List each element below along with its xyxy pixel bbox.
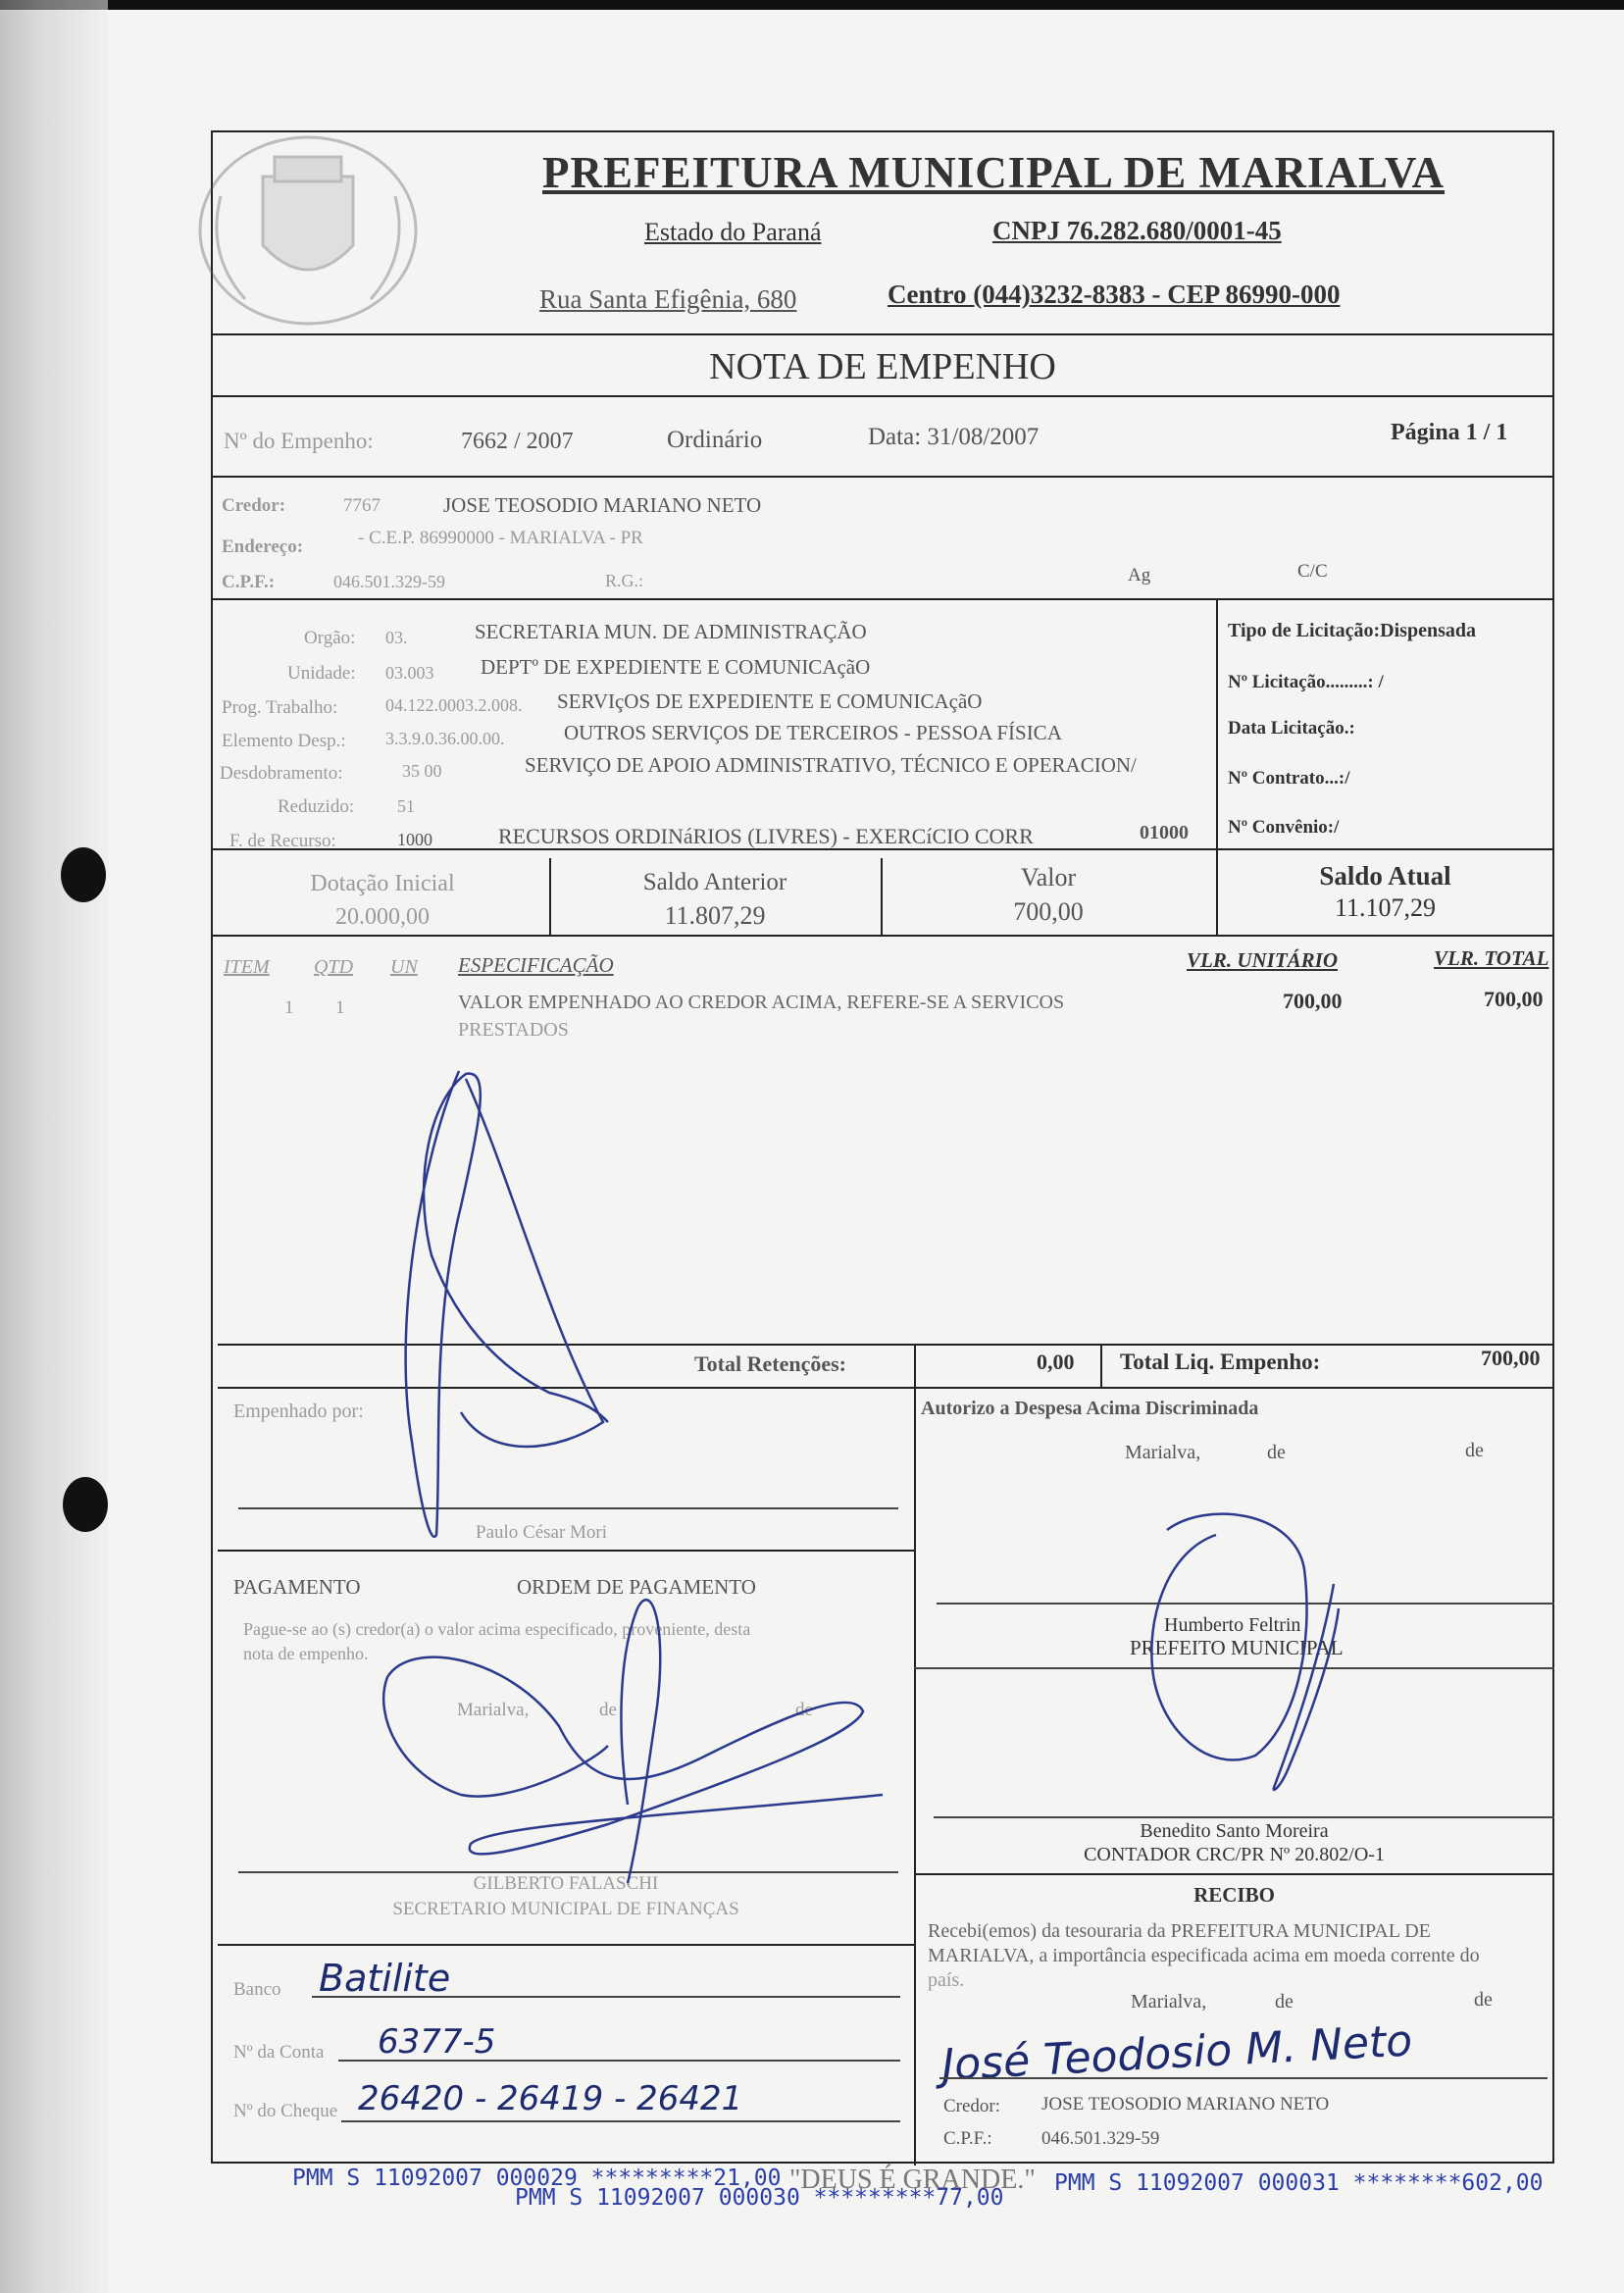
credor-signature: José Teodosio M. Neto bbox=[939, 2015, 1414, 2091]
conta-value: 6377-5 bbox=[378, 2022, 496, 2062]
address-label: Endereço: bbox=[222, 536, 304, 557]
recurso-code: 1000 bbox=[397, 830, 432, 849]
saldo-atual-value: 11.107,29 bbox=[1334, 893, 1437, 922]
orgao-name: SECRETARIA MUN. DE ADMINISTRAÇÃO bbox=[475, 620, 867, 643]
credor-code: 7767 bbox=[343, 495, 381, 516]
unidade-name: DEPTº DE EXPEDIENTE E COMUNICAçãO bbox=[481, 655, 871, 679]
autorizo-de: de bbox=[1267, 1442, 1286, 1463]
secretario-title: SECRETARIO MUNICIPAL DE FINANÇAS bbox=[392, 1899, 739, 1919]
recurso-number: 01000 bbox=[1140, 822, 1189, 843]
cpf-label: C.P.F.: bbox=[222, 572, 276, 592]
secretario-name: GILBERTO FALASCHI bbox=[473, 1873, 659, 1894]
payment-stamp-2: PMM S 11092007 000030 *********77,00 bbox=[515, 2185, 1004, 2211]
desdob-name: SERVIÇO DE APOIO ADMINISTRATIVO, TÉCNICO E OPERACION/ bbox=[525, 753, 1137, 777]
orgao-code: 03. bbox=[385, 628, 408, 647]
item-description: VALOR EMPENHADO AO CREDOR ACIMA, REFERE-SE A SERVICOS bbox=[458, 992, 1065, 1013]
empenho-number-label: Nº do Empenho: bbox=[224, 429, 374, 453]
col-item: ITEM bbox=[224, 956, 270, 978]
elemento-name: OUTROS SERVIÇOS DE TERCEIROS - PESSOA FÍSICA bbox=[564, 721, 1062, 744]
col-valor-total: VLR. TOTAL bbox=[1434, 946, 1549, 970]
recibo-text-3: país. bbox=[928, 1969, 965, 1991]
recibo-de: de bbox=[1275, 1991, 1294, 2013]
valor-label: Valor bbox=[1020, 863, 1077, 892]
saldo-anterior-label: Saldo Anterior bbox=[642, 869, 787, 895]
autorizo-de-2: de bbox=[1465, 1440, 1484, 1461]
elemento-code: 3.3.9.0.36.00.00. bbox=[385, 729, 505, 748]
licitacao-tipo: Tipo de Licitação:Dispensada bbox=[1228, 620, 1476, 641]
col-especificacao: ESPECIFICAÇÃO bbox=[458, 953, 614, 977]
elemento-label: Elemento Desp.: bbox=[222, 731, 346, 751]
reduzido-code: 51 bbox=[397, 796, 415, 816]
recibo-credor-name: JOSE TEOSODIO MARIANO NETO bbox=[1041, 2094, 1330, 2115]
autorizo-label: Autorizo a Despesa Acima Discriminada bbox=[921, 1398, 1259, 1419]
orgao-label: Orgão: bbox=[304, 628, 356, 648]
recibo-title: RECIBO bbox=[1193, 1883, 1275, 1907]
recibo-text: Recebi(emos) da tesouraria da PREFEITURA MUNICIPAL DE bbox=[928, 1920, 1431, 1942]
recurso-label: F. de Recurso: bbox=[229, 831, 336, 851]
contador-name: Benedito Santo Moreira bbox=[1140, 1820, 1329, 1842]
recurso-name: RECURSOS ORDINáRIOS (LIVRES) - EXERCíCIO CORR bbox=[498, 824, 1034, 848]
total-liquido-value: 700,00 bbox=[1481, 1346, 1541, 1370]
desdob-code: 35 00 bbox=[402, 761, 442, 781]
pagamento-de-2: de bbox=[795, 1700, 813, 1720]
prefeito-title: PREFEITO MUNICIPAL bbox=[1130, 1636, 1344, 1659]
item-valor-total: 700,00 bbox=[1484, 987, 1544, 1011]
pagamento-text-2: nota de empenho. bbox=[243, 1644, 369, 1663]
licitacao-numero: Nº Licitação.........: / bbox=[1228, 672, 1384, 692]
address-contact: Centro (044)3232-8383 - CEP 86990-000 bbox=[888, 280, 1341, 309]
col-valor-unitario: VLR. UNITÁRIO bbox=[1187, 948, 1339, 972]
document-title: NOTA DE EMPENHO bbox=[709, 346, 1056, 387]
credor-address: - C.E.P. 86990000 - MARIALVA - PR bbox=[358, 528, 643, 548]
pagamento-text: Pague-se ao (s) credor(a) o valor acima especificado, proveniente, desta bbox=[243, 1619, 751, 1639]
total-liquido-label: Total Liq. Empenho: bbox=[1120, 1350, 1321, 1374]
empenho-type: Ordinário bbox=[667, 427, 763, 453]
recibo-de-2: de bbox=[1474, 1989, 1493, 2011]
rg-label: R.G.: bbox=[605, 571, 644, 590]
dotacao-label: Dotação Inicial bbox=[310, 871, 455, 896]
licitacao-contrato: Nº Contrato...:/ bbox=[1228, 768, 1350, 789]
ordem-pagamento-label: ORDEM DE PAGAMENTO bbox=[517, 1575, 756, 1599]
total-retencoes-label: Total Retenções: bbox=[694, 1351, 846, 1376]
ag-label: Ag bbox=[1128, 565, 1151, 586]
page-number: Página 1 / 1 bbox=[1391, 420, 1508, 445]
col-un: UN bbox=[390, 956, 418, 978]
item-valor-unitario: 700,00 bbox=[1283, 989, 1343, 1013]
prog-label: Prog. Trabalho: bbox=[222, 697, 338, 718]
banco-value: Batilite bbox=[319, 1957, 451, 2000]
credor-label: Credor: bbox=[222, 495, 286, 516]
recibo-credor-label: Credor: bbox=[943, 2096, 1001, 2116]
pagamento-de: de bbox=[599, 1700, 617, 1720]
empenhado-label: Empenhado por: bbox=[233, 1401, 364, 1422]
pagamento-city: Marialva, bbox=[457, 1700, 530, 1720]
empenho-number: 7662 / 2007 bbox=[461, 429, 574, 454]
unidade-code: 03.003 bbox=[385, 663, 434, 683]
item-description-2: PRESTADOS bbox=[458, 1019, 569, 1041]
recibo-text-2: MARIALVA, a importância especificada acima em moeda corrente do bbox=[928, 1945, 1480, 1966]
licitacao-data: Data Licitação.: bbox=[1228, 718, 1355, 739]
item-number: 1 bbox=[284, 997, 294, 1018]
contador-title: CONTADOR CRC/PR Nº 20.802/O-1 bbox=[1084, 1844, 1385, 1865]
empenhado-name: Paulo César Mori bbox=[476, 1522, 608, 1543]
dotacao-value: 20.000,00 bbox=[335, 904, 430, 930]
prog-name: SERVIçOS DE EXPEDIENTE E COMUNICAçãO bbox=[557, 689, 983, 713]
prefeito-name: Humberto Feltrin bbox=[1164, 1614, 1301, 1636]
saldo-anterior-value: 11.807,29 bbox=[664, 901, 766, 930]
recibo-cpf: 046.501.329-59 bbox=[1041, 2128, 1160, 2149]
valor-value: 700,00 bbox=[1013, 897, 1084, 926]
unidade-label: Unidade: bbox=[287, 663, 356, 684]
prog-code: 04.122.0003.2.008. bbox=[385, 695, 523, 715]
page-title: PREFEITURA MUNICIPAL DE MARIALVA bbox=[542, 148, 1446, 197]
conta-label: Nº da Conta bbox=[233, 2042, 325, 2063]
empenho-date: Data: 31/08/2007 bbox=[868, 424, 1040, 450]
cc-label: C/C bbox=[1297, 561, 1328, 582]
banco-label: Banco bbox=[233, 1979, 281, 2000]
address: Rua Santa Efigênia, 680 bbox=[539, 284, 797, 314]
recibo-cpf-label: C.P.F.: bbox=[943, 2128, 992, 2149]
reduzido-label: Reduzido: bbox=[278, 796, 355, 817]
cheque-value: 26420 - 26419 - 26421 bbox=[358, 2079, 743, 2118]
cheque-label: Nº do Cheque bbox=[233, 2101, 338, 2121]
credor-cpf: 046.501.329-59 bbox=[333, 572, 445, 591]
state-name: Estado do Paraná bbox=[644, 218, 822, 246]
licitacao-convenio: Nº Convênio:/ bbox=[1228, 817, 1340, 838]
pagamento-label: PAGAMENTO bbox=[233, 1575, 361, 1599]
saldo-atual-label: Saldo Atual bbox=[1319, 861, 1451, 891]
autorizo-city: Marialva, bbox=[1125, 1442, 1201, 1463]
desdob-label: Desdobramento: bbox=[220, 763, 343, 784]
recibo-city: Marialva, bbox=[1131, 1991, 1207, 2013]
col-qtd: QTD bbox=[314, 956, 354, 978]
credor-name: JOSE TEOSODIO MARIANO NETO bbox=[443, 493, 762, 517]
item-qtd: 1 bbox=[335, 997, 345, 1018]
cnpj: CNPJ 76.282.680/0001-45 bbox=[992, 216, 1282, 245]
payment-stamp-3: PMM S 11092007 000031 ********602,00 bbox=[1054, 2170, 1544, 2196]
payment-stamp: PMM S 11092007 000029 *********21,00 bbox=[292, 2166, 782, 2191]
motto-stamp: "DEUS É GRANDE." bbox=[789, 2165, 1036, 2195]
total-retencoes-value: 0,00 bbox=[1037, 1350, 1075, 1374]
